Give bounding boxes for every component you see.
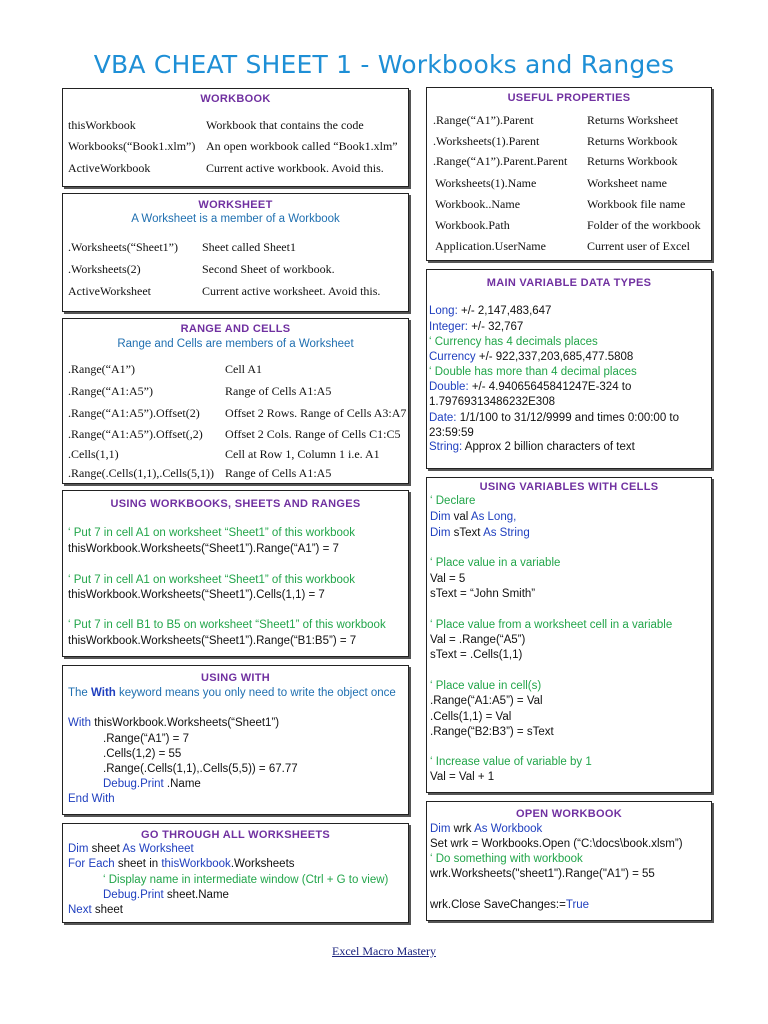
go-through-box (62, 823, 409, 923)
code-line: wrk.Worksheets("sheet1").Range("A1") = 55 (430, 868, 655, 880)
range-row (68, 447, 119, 462)
code-line: .Cells(1,1) = Val (430, 711, 512, 723)
using-with-heading: USING WITH (201, 672, 270, 684)
worksheet-subtitle: A Worksheet is a member of a Workbook (131, 213, 340, 225)
property-row-desc (587, 197, 685, 212)
row-desc: Cell A1 (225, 362, 263, 376)
worksheet-box (62, 193, 409, 312)
row-desc: Workbook that contains the code (206, 118, 364, 132)
code-line: .Cells(1,2) = 55 (103, 748, 182, 760)
code-text: .Name (163, 778, 201, 790)
worksheet-row-desc (202, 284, 380, 299)
type-value: +/- 922,337,203,685,477.5808 (475, 351, 634, 363)
row-desc: Returns Workbook (587, 134, 678, 148)
go-through-heading: GO THROUGH ALL WORKSHEETS (141, 829, 330, 841)
type-value: +/- 32,767 (468, 321, 524, 333)
code-text: wrk (450, 823, 475, 835)
code-line (429, 411, 679, 426)
subtitle-text: The (68, 687, 92, 699)
code-comment: ‘ Put 7 in cell B1 to B5 on worksheet “Sheet1” of this workbook (68, 619, 386, 631)
row-desc: Offset 2 Cols. Range of Cells C1:C5 (225, 427, 401, 441)
code-line: sText = .Cells(1,1) (430, 649, 523, 661)
code-line (103, 777, 201, 792)
workbook-row-desc (206, 139, 398, 154)
code-line: Set wrk = Workbooks.Open (“C:\docs\book.xlsm”) (430, 838, 683, 850)
code-text: sheet in (114, 858, 162, 870)
code-line: Val = 5 (430, 573, 466, 585)
code-line (68, 842, 194, 857)
property-row (435, 218, 510, 233)
worksheet-row (68, 240, 178, 255)
code-line (103, 888, 229, 903)
code-line (429, 380, 631, 395)
type-value: Approx 2 billion characters of text (462, 441, 635, 453)
type-label: String: (429, 441, 463, 453)
row-desc: Returns Worksheet (587, 113, 679, 127)
row-code: .Range(“A1”).Parent.Parent (433, 154, 568, 168)
type-value: +/- 4.94065645841247E-324 to (468, 381, 632, 393)
row-code: ActiveWorksheet (68, 284, 152, 298)
range-row (68, 406, 200, 421)
code-line (430, 526, 530, 541)
property-row (435, 239, 546, 254)
row-desc: Worksheet name (587, 176, 668, 190)
code-line: 23:59:59 (429, 427, 474, 439)
code-line: 1.79769313486232E308 (429, 396, 555, 408)
row-desc: An open workbook called “Book1.xlm” (206, 139, 398, 153)
code-line: Val = .Range(“A5”) (430, 634, 526, 646)
worksheet-row-desc (202, 262, 335, 277)
code-line: .Range(.Cells(1,1),.Cells(5,5)) = 67.77 (103, 763, 298, 775)
property-row-desc (587, 134, 677, 149)
code-line: End With (68, 793, 115, 805)
variables-heading: USING VARIABLES WITH CELLS (479, 481, 659, 493)
code-line (68, 903, 123, 918)
keyword: As Workbook (474, 823, 543, 835)
row-code: .Worksheets(“Sheet1”) (68, 240, 178, 254)
workbook-row (68, 139, 195, 154)
range-subtitle: Range and Cells are members of a Worksheet (117, 338, 354, 350)
row-desc: Offset 2 Rows. Range of Cells A3:A7 (225, 406, 407, 420)
code-comment: ‘ Place value in a variable (430, 557, 561, 569)
row-code: Workbook..Name (435, 197, 521, 211)
property-row (433, 154, 567, 169)
type-label: Integer: (429, 321, 468, 333)
using-workbooks-heading: USING WORKBOOKS, SHEETS AND RANGES (110, 498, 361, 510)
code-text: thisWorkbook.Worksheets(“Sheet1”) (91, 717, 280, 729)
row-desc: Sheet called Sheet1 (202, 240, 296, 254)
worksheet-heading: WORKSHEET (198, 199, 273, 211)
code-line (430, 822, 542, 837)
using-with-box (62, 665, 409, 815)
code-comment: ‘ Put 7 in cell A1 on worksheet “Sheet1” of this workbook (68, 574, 356, 586)
workbook-row (68, 118, 136, 133)
keyword: Dim (430, 511, 451, 523)
code-text: sheet (91, 904, 123, 916)
useful-properties-box (426, 87, 712, 261)
workbook-heading: WORKBOOK (200, 93, 271, 105)
code-line (429, 320, 523, 335)
range-row (68, 466, 214, 481)
range-row-desc (225, 362, 262, 377)
keyword: thisWorkbook (161, 858, 231, 870)
range-row-desc (225, 447, 380, 462)
range-heading: RANGE AND CELLS (180, 323, 291, 335)
range-row-desc (225, 406, 406, 421)
row-code: .Range(.Cells(1,1),.Cells(5,1)) (68, 466, 214, 480)
code-line (430, 510, 516, 525)
code-text: val (450, 511, 471, 523)
row-desc: Current user of Excel (587, 239, 690, 253)
open-workbook-box (426, 801, 712, 921)
row-desc: Current active workbook. Avoid this. (206, 161, 384, 175)
code-line (429, 440, 635, 455)
workbook-row-desc (206, 161, 384, 176)
row-desc: Current active worksheet. Avoid this. (202, 284, 381, 298)
code-comment: ‘ Do something with workbook (430, 853, 583, 865)
code-line (68, 716, 279, 731)
range-row (68, 362, 135, 377)
workbook-box (62, 88, 409, 187)
type-value: +/- 2,147,483,647 (457, 305, 552, 317)
keyword: Debug.Print (103, 778, 164, 790)
worksheet-row (68, 284, 151, 299)
property-row (435, 176, 536, 191)
keyword: Dim (430, 823, 451, 835)
using-workbooks-box (62, 490, 409, 657)
code-comment: ‘ Declare (430, 495, 476, 507)
type-label: Date: (429, 412, 457, 424)
row-code: .Range(“A1”) (68, 362, 135, 376)
row-code: .Range(“A1:A5”) (68, 384, 153, 398)
property-row-desc (587, 176, 667, 191)
code-line: .Range(“B2:B3”) = sText (430, 726, 554, 738)
variables-box (426, 477, 712, 793)
code-line: thisWorkbook.Worksheets(“Sheet1”).Range(“A1”) = 7 (68, 543, 339, 555)
keyword: Next (68, 904, 92, 916)
code-text: sheet (88, 843, 123, 855)
range-row-desc (225, 466, 331, 481)
type-value: 1/1/100 to 31/12/9999 and times 0:00:00 to (456, 412, 680, 424)
code-comment: ‘ Increase value of variable by 1 (430, 756, 592, 768)
property-row-desc (587, 154, 677, 169)
keyword: With (68, 717, 91, 729)
keyword: Dim (68, 843, 89, 855)
code-text: wrk.Close SaveChanges:= (430, 899, 566, 911)
property-row (435, 197, 520, 212)
range-row (68, 384, 153, 399)
type-label: Currency (429, 351, 476, 363)
worksheet-row (68, 262, 141, 277)
row-code: Workbook.Path (435, 218, 510, 232)
row-code: .Range(“A1”).Parent (433, 113, 534, 127)
type-label: Long: (429, 305, 458, 317)
code-line: Val = Val + 1 (430, 771, 495, 783)
range-row-desc (225, 384, 331, 399)
row-code: .Range(“A1:A5”).Offset(,2) (68, 427, 203, 441)
row-code: Application.UserName (435, 239, 546, 253)
keyword: For Each (68, 858, 115, 870)
code-text: .Worksheets (230, 858, 295, 870)
code-comment: ‘ Put 7 in cell A1 on worksheet “Sheet1” of this workbook (68, 527, 356, 539)
using-with-subtitle (68, 686, 396, 701)
row-code: .Worksheets(1).Parent (433, 134, 540, 148)
code-line: .Range(“A1”) = 7 (103, 733, 189, 745)
with-keyword: With (91, 687, 116, 699)
code-line: thisWorkbook.Worksheets(“Sheet1”).Cells(1,1) = 7 (68, 589, 325, 601)
keyword: Debug.Print (103, 889, 164, 901)
footer-link[interactable]: Excel Macro Mastery (332, 944, 436, 958)
code-line: thisWorkbook.Worksheets(“Sheet1”).Range(“B1:B5”) = 7 (68, 635, 357, 647)
row-code: Worksheets(1).Name (435, 176, 537, 190)
range-row (68, 427, 203, 442)
property-row (433, 113, 534, 128)
property-row (433, 134, 539, 149)
row-desc: Range of Cells A1:A5 (225, 466, 332, 480)
code-comment: ‘ Display name in intermediate window (Ctrl + G to view) (103, 874, 389, 886)
row-desc: Cell at Row 1, Column 1 i.e. A1 (225, 447, 380, 461)
page-title: VBA CHEAT SHEET 1 - Workbooks and Ranges (93, 50, 675, 79)
keyword: True (565, 899, 590, 911)
range-box (62, 318, 409, 484)
row-code: Workbooks(“Book1.xlm”) (68, 139, 196, 153)
worksheet-row-desc (202, 240, 296, 255)
code-text: sheet.Name (163, 889, 229, 901)
data-types-box (426, 269, 712, 469)
row-code: thisWorkbook (68, 118, 136, 132)
workbook-row-desc (206, 118, 364, 133)
keyword: As String (483, 527, 530, 539)
data-types-heading: MAIN VARIABLE DATA TYPES (486, 277, 652, 289)
code-line (429, 350, 633, 365)
row-code: .Cells(1,1) (68, 447, 119, 461)
row-desc: Folder of the workbook (587, 218, 701, 232)
row-desc: Second Sheet of workbook. (202, 262, 335, 276)
workbook-row (68, 161, 150, 176)
code-line (429, 304, 551, 319)
keyword: As Worksheet (122, 843, 194, 855)
code-comment: ‘ Place value from a worksheet cell in a variable (430, 619, 673, 631)
row-desc: Workbook file name (587, 197, 686, 211)
row-code: .Range(“A1:A5”).Offset(2) (68, 406, 200, 420)
code-line: .Range(“A1:A5”) = Val (430, 695, 543, 707)
subtitle-text: keyword means you only need to write the object once (115, 687, 396, 699)
property-row-desc (587, 218, 701, 233)
code-text: sText (450, 527, 484, 539)
code-line (430, 898, 589, 913)
row-desc: Range of Cells A1:A5 (225, 384, 332, 398)
open-workbook-heading: OPEN WORKBOOK (516, 808, 622, 820)
keyword: Dim (430, 527, 451, 539)
row-code: .Worksheets(2) (68, 262, 141, 276)
keyword: As Long, (470, 511, 517, 523)
useful-properties-heading: USEFUL PROPERTIES (507, 92, 631, 104)
type-label: Double: (429, 381, 469, 393)
range-row-desc (225, 427, 400, 442)
row-desc: Returns Workbook (587, 154, 678, 168)
code-line: sText = “John Smith” (430, 588, 536, 600)
property-row-desc (587, 239, 690, 254)
code-line (68, 857, 295, 872)
code-comment: ‘ Place value in cell(s) (430, 680, 542, 692)
row-code: ActiveWorkbook (68, 161, 151, 175)
property-row-desc (587, 113, 678, 128)
code-comment: ‘ Double has more than 4 decimal places (429, 366, 637, 378)
code-comment: ‘ Currency has 4 decimals places (429, 336, 598, 348)
